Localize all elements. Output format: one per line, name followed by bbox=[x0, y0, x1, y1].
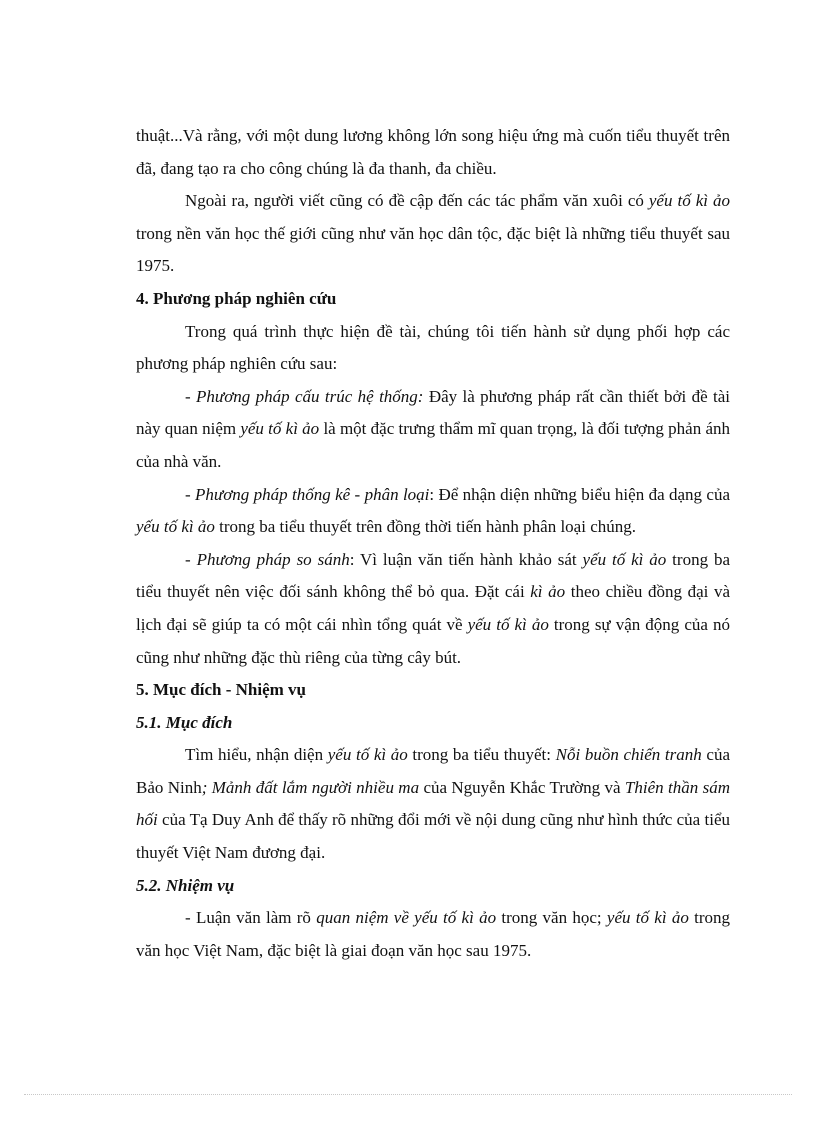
page-bottom-divider bbox=[24, 1094, 792, 1095]
italic-term: yếu tố kì ảo bbox=[136, 517, 215, 537]
paragraph-tasks bbox=[136, 902, 730, 967]
text-run: Đây là phương pháp rất cần thiết bởi đề tài này quan niệm bbox=[136, 386, 730, 439]
italic-term: yếu tố kì ảo bbox=[327, 745, 408, 765]
text-run: là một đặc trưng thẩm mĩ quan trọng, là đối tượng phản ánh của nhà văn. bbox=[136, 419, 730, 471]
text-run: theo chiều đồng đại và lịch đại sẽ giúp ta có một cái nhìn tổng quát về bbox=[136, 582, 730, 634]
text-run: : Để nhận diện những biểu hiện đa dạng của bbox=[429, 484, 730, 504]
italic-term: yếu tố kì ảo bbox=[648, 191, 730, 211]
italic-term: quan niệm về yếu tố kì ảo bbox=[316, 908, 497, 928]
text-run: trong ba tiểu thuyết nên việc đối sánh không thể bỏ qua. Đặt cái bbox=[136, 549, 731, 602]
paragraph-purpose bbox=[136, 739, 730, 869]
heading-research-methods: 4. Phương pháp nghiên cứu bbox=[136, 288, 337, 308]
italic-term: kì ảo bbox=[530, 582, 566, 602]
paragraph-method-system bbox=[136, 381, 730, 479]
italic-title: ; Mảnh đất lắm người nhiều ma bbox=[201, 777, 420, 797]
paragraph-intro-continuation bbox=[136, 120, 730, 185]
italic-term: Phương pháp cấu trúc hệ thống: bbox=[196, 386, 424, 406]
italic-term: Phương pháp thống kê - phân loại bbox=[195, 484, 430, 504]
text-run: trong văn học Việt Nam, đặc biệt là giai đoạn văn học sau 1975. bbox=[136, 908, 731, 960]
subheading-tasks: 5.2. Nhiệm vụ bbox=[136, 875, 235, 895]
paragraph-method-comparison bbox=[136, 544, 730, 674]
document-page bbox=[136, 120, 730, 967]
text-run: trong văn học; bbox=[496, 908, 607, 928]
subheading-purpose: 5.1. Mục đích bbox=[136, 712, 233, 732]
text-run: - bbox=[185, 386, 197, 406]
italic-title: Thiên thần sám hối bbox=[136, 777, 730, 830]
text-run: Ngoài ra, người viết cũng có đề cập đến các tác phẩm văn xuôi có bbox=[185, 191, 649, 211]
italic-term: yếu tố kì ảo bbox=[240, 419, 320, 439]
text-run: của Nguyễn Khắc Trường và bbox=[419, 777, 625, 797]
text-run: - bbox=[185, 549, 197, 569]
paragraph-method-statistics bbox=[136, 479, 730, 544]
text-run: trong nền văn học thế giới cũng như văn học dân tộc, đặc biệt là những tiểu thuyết sau 1975. bbox=[136, 223, 730, 276]
italic-term: yếu tố kì ảo bbox=[606, 908, 689, 928]
text-run: trong ba tiểu thuyết: bbox=[407, 745, 556, 765]
paragraph-methods-intro bbox=[136, 316, 730, 381]
text-run: thuật...Và rằng, với một dung lương không lớn song hiệu ứng mà cuốn tiểu thuyết trên đã, đang tạo ra cho công chúng là đa thanh, đa chiều. bbox=[136, 126, 730, 178]
italic-term: yếu tố kì ảo bbox=[582, 549, 667, 569]
text-run: - Luận văn làm rõ bbox=[185, 908, 317, 928]
text-run: Tìm hiểu, nhận diện bbox=[185, 745, 328, 765]
text-run: của Bảo Ninh bbox=[136, 745, 730, 797]
italic-term: yếu tố kì ảo bbox=[467, 614, 549, 634]
italic-term: Phương pháp so sánh bbox=[196, 549, 350, 569]
text-run: : Vì luận văn tiến hành khảo sát bbox=[349, 549, 583, 569]
text-run: trong ba tiểu thuyết trên đồng thời tiến hành phân loại chúng. bbox=[214, 517, 636, 537]
text-run: - bbox=[185, 484, 196, 504]
italic-title: Nỗi buồn chiến tranh bbox=[555, 745, 702, 765]
text-run: Trong quá trình thực hiện đề tài, chúng tôi tiến hành sử dụng phối hợp các phương pháp nghiên cứu sau: bbox=[136, 321, 730, 374]
text-run: trong sự vận động của nó cũng như những đặc thù riêng của từng cây bút. bbox=[136, 614, 730, 667]
paragraph-other-works bbox=[136, 185, 730, 283]
heading-purpose-tasks: 5. Mục đích - Nhiệm vụ bbox=[136, 680, 306, 700]
text-run: của Tạ Duy Anh để thấy rõ những đổi mới về nội dung cũng như hình thức của tiểu thuyết Việt Nam đương đại. bbox=[136, 810, 730, 863]
